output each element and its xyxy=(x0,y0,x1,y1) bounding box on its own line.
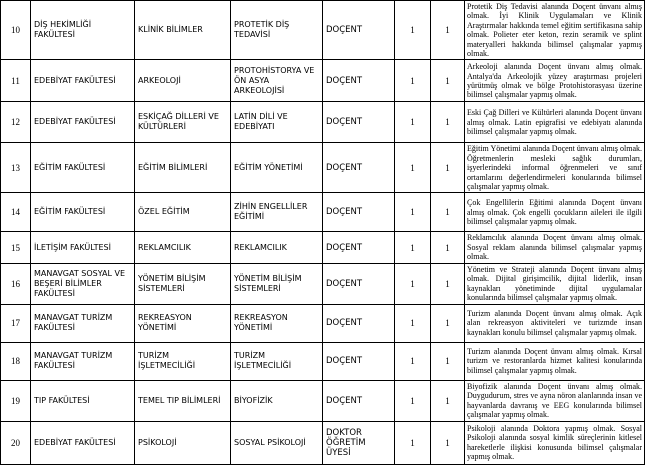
department-cell: TEMEL TIP BİLİMLERİ xyxy=(135,380,231,421)
count-cell: 1 xyxy=(395,380,431,421)
department-cell: ESKİÇAĞ DİLLERİ VE KÜLTÜRLERİ xyxy=(135,102,231,143)
department-cell: TURİZM İŞLETMECİLİĞİ xyxy=(135,342,231,380)
title-cell: DOÇENT xyxy=(323,143,395,193)
program-cell: BİYOFİZİK xyxy=(231,380,323,421)
count-cell: 1 xyxy=(395,263,431,304)
count-cell: 1 xyxy=(431,380,465,421)
row-number-cell: 14 xyxy=(1,193,31,232)
table-row xyxy=(1,304,645,342)
row-number-cell: 17 xyxy=(1,304,31,342)
faculty-cell: EĞİTİM FAKÜLTESİ xyxy=(31,143,135,193)
faculty-cell: MANAVGAT TURİZM FAKÜLTESİ xyxy=(31,304,135,342)
table-row xyxy=(1,193,645,232)
description-cell: Eski Çağ Dilleri ve Kültürleri alanında Doçent ünvanı almış olmak. Latin epigrafisi ve edebiyatı alanında bilimsel çalışmalar yapmış olmak. xyxy=(465,102,645,143)
count-cell: 1 xyxy=(395,342,431,380)
faculty-cell: MANAVGAT TURİZM FAKÜLTESİ xyxy=(31,342,135,380)
count-cell: 1 xyxy=(431,102,465,143)
title-cell: DOÇENT xyxy=(323,263,395,304)
program-cell: PROTOHİSTORYA VE ÖN ASYA ARKEOLOJİSİ xyxy=(231,60,323,102)
table-row xyxy=(1,143,645,193)
description-cell: Turizm alanında Doçent ünvanı almış olmak. Açık alan rekreasyon aktiviteleri ve turizmde insan kaynakları konulu bilimsel çalışmalar yapmış olmak. xyxy=(465,304,645,342)
count-cell: 1 xyxy=(395,1,431,60)
description-cell: Biyofizik alanında Doçent ünvanı almış olmak. Duygudurum, stres ve ayna nöron alanlarında insan ve hayvanlarda davranış ve EEG konularında bilimsel çalışmalar yapmış olmak. xyxy=(465,380,645,421)
program-cell: ZİHİN ENGELLİLER EĞİTİMİ xyxy=(231,193,323,232)
description-cell: Yönetim ve Strateji alanında Doçent ünvanı almış olmak. Dijital girişimcilik, dijital liderlik, insan kaynakları yönetiminde dijital uygulamalar konularında bilimsel çalışmalar yapmış olmak. xyxy=(465,263,645,304)
description-cell: Eğitim Yönetimi alanında Doçent ünvanı almış olmak. Öğretmenlerin mesleki sağlık durumları, işyerlerindeki informal öğrenmeleri ve sınıf ortamlarını değerlendirmeleri konularında bilimsel çalışmalar yapmış olmak. xyxy=(465,143,645,193)
faculty-cell: EDEBİYAT FAKÜLTESİ xyxy=(31,421,135,464)
faculty-cell: İLETİŞİM FAKÜLTESİ xyxy=(31,232,135,263)
count-cell: 1 xyxy=(431,1,465,60)
count-cell: 1 xyxy=(395,304,431,342)
description-cell: Reklamcılık alanında Doçent ünvanı almış olmak. Sosyal reklam alanında bilimsel çalışmalar yapmış olmak. xyxy=(465,232,645,263)
count-cell: 1 xyxy=(395,193,431,232)
count-cell: 1 xyxy=(431,143,465,193)
faculty-cell: EDEBİYAT FAKÜLTESİ xyxy=(31,60,135,102)
count-cell: 1 xyxy=(431,342,465,380)
table-row xyxy=(1,102,645,143)
table-row xyxy=(1,380,645,421)
description-cell: Protetik Diş Tedavisi alanında Doçent ünvanı almış olmak. İyi Klinik Uygulamaları ve Klinik Araştırmalar hakkında temel eğitim sertifikasına sahip olmak. Polieter eter keton, rezin seramik ve splint materyalleri hakkında bilimsel çalışmalar yapmış olmak. xyxy=(465,1,645,60)
count-cell: 1 xyxy=(431,304,465,342)
department-cell: REKLAMCILIK xyxy=(135,232,231,263)
row-number-cell: 18 xyxy=(1,342,31,380)
table-body xyxy=(1,1,645,465)
count-cell: 1 xyxy=(395,421,431,464)
program-cell: PROTETİK DİŞ TEDAVİSİ xyxy=(231,1,323,60)
program-cell: YÖNETİM BİLİŞİM SİSTEMLERİ xyxy=(231,263,323,304)
row-number-cell: 19 xyxy=(1,380,31,421)
table-row xyxy=(1,1,645,60)
description-cell: Arkeoloji alanında Doçent ünvanı almış olmak. Antalya'da Arkeolojik yüzey araştırması projeleri yürütmüş olmak ve bölge Protohistorasyası üzerine bilimsel çalışmalar yapmış olmak. xyxy=(465,60,645,102)
department-cell: REKREASYON YÖNETİMİ xyxy=(135,304,231,342)
title-cell: DOÇENT xyxy=(323,60,395,102)
count-cell: 1 xyxy=(431,421,465,464)
faculty-cell: EĞİTİM FAKÜLTESİ xyxy=(31,193,135,232)
department-cell: KLİNİK BİLİMLER xyxy=(135,1,231,60)
row-number-cell: 12 xyxy=(1,102,31,143)
count-cell: 1 xyxy=(395,60,431,102)
department-cell: YÖNETİM BİLİŞİM SİSTEMLERİ xyxy=(135,263,231,304)
program-cell: REKREASYON YÖNETİMİ xyxy=(231,304,323,342)
count-cell: 1 xyxy=(431,60,465,102)
count-cell: 1 xyxy=(431,193,465,232)
count-cell: 1 xyxy=(395,232,431,263)
count-cell: 1 xyxy=(395,143,431,193)
table-row xyxy=(1,421,645,464)
title-cell: DOÇENT xyxy=(323,102,395,143)
title-cell: DOÇENT xyxy=(323,304,395,342)
row-number-cell: 20 xyxy=(1,421,31,464)
program-cell: REKLAMCILIK xyxy=(231,232,323,263)
description-cell: Çok Engellilerin Eğitimi alanında Doçent ünvanı almış olmak. Çok engelli çocukların aileleri ile ilgili bilimsel çalışmalar yapmış olmak. xyxy=(465,193,645,232)
description-cell: Psikoloji alanında Doktora yapmış olmak. Sosyal Psikoloji alanında sosyal kimlik süreçlerinin kitlesel hareketlerle ilişkisi konusunda bilimsel çalışmalar yapmış olmak. xyxy=(465,421,645,464)
program-cell: TURİZM İŞLETMECİLİĞİ xyxy=(231,342,323,380)
faculty-cell: EDEBİYAT FAKÜLTESİ xyxy=(31,102,135,143)
faculty-cell: MANAVGAT SOSYAL VE BEŞERİ BİLİMLER FAKÜLTESİ xyxy=(31,263,135,304)
title-cell: DOÇENT xyxy=(323,342,395,380)
title-cell: DOÇENT xyxy=(323,380,395,421)
row-number-cell: 10 xyxy=(1,1,31,60)
faculty-cell: TIP FAKÜLTESİ xyxy=(31,380,135,421)
department-cell: EĞİTİM BİLİMLERİ xyxy=(135,143,231,193)
row-number-cell: 16 xyxy=(1,263,31,304)
count-cell: 1 xyxy=(431,232,465,263)
program-cell: SOSYAL PSİKOLOJİ xyxy=(231,421,323,464)
title-cell: DOÇENT xyxy=(323,1,395,60)
row-number-cell: 15 xyxy=(1,232,31,263)
title-cell: DOÇENT xyxy=(323,232,395,263)
description-cell: Turizm alanında Doçent ünvanı almış olmak. Kırsal turizm ve restoranlarda hizmet kalitesi konularında bilimsel çalışmalar yapmış olmak. xyxy=(465,342,645,380)
table-row xyxy=(1,232,645,263)
table-row xyxy=(1,60,645,102)
faculty-cell: DİŞ HEKİMLİĞİ FAKÜLTESİ xyxy=(31,1,135,60)
count-cell: 1 xyxy=(431,263,465,304)
title-cell: DOKTOR ÖĞRETİM ÜYESİ xyxy=(323,421,395,464)
department-cell: PSİKOLOJİ xyxy=(135,421,231,464)
department-cell: ÖZEL EĞİTİM xyxy=(135,193,231,232)
department-cell: ARKEOLOJİ xyxy=(135,60,231,102)
program-cell: LATİN DİLİ VE EDEBİYATI xyxy=(231,102,323,143)
table-row xyxy=(1,342,645,380)
table-row xyxy=(1,263,645,304)
count-cell: 1 xyxy=(395,102,431,143)
title-cell: DOÇENT xyxy=(323,193,395,232)
row-number-cell: 11 xyxy=(1,60,31,102)
row-number-cell: 13 xyxy=(1,143,31,193)
program-cell: EĞİTİM YÖNETİMİ xyxy=(231,143,323,193)
